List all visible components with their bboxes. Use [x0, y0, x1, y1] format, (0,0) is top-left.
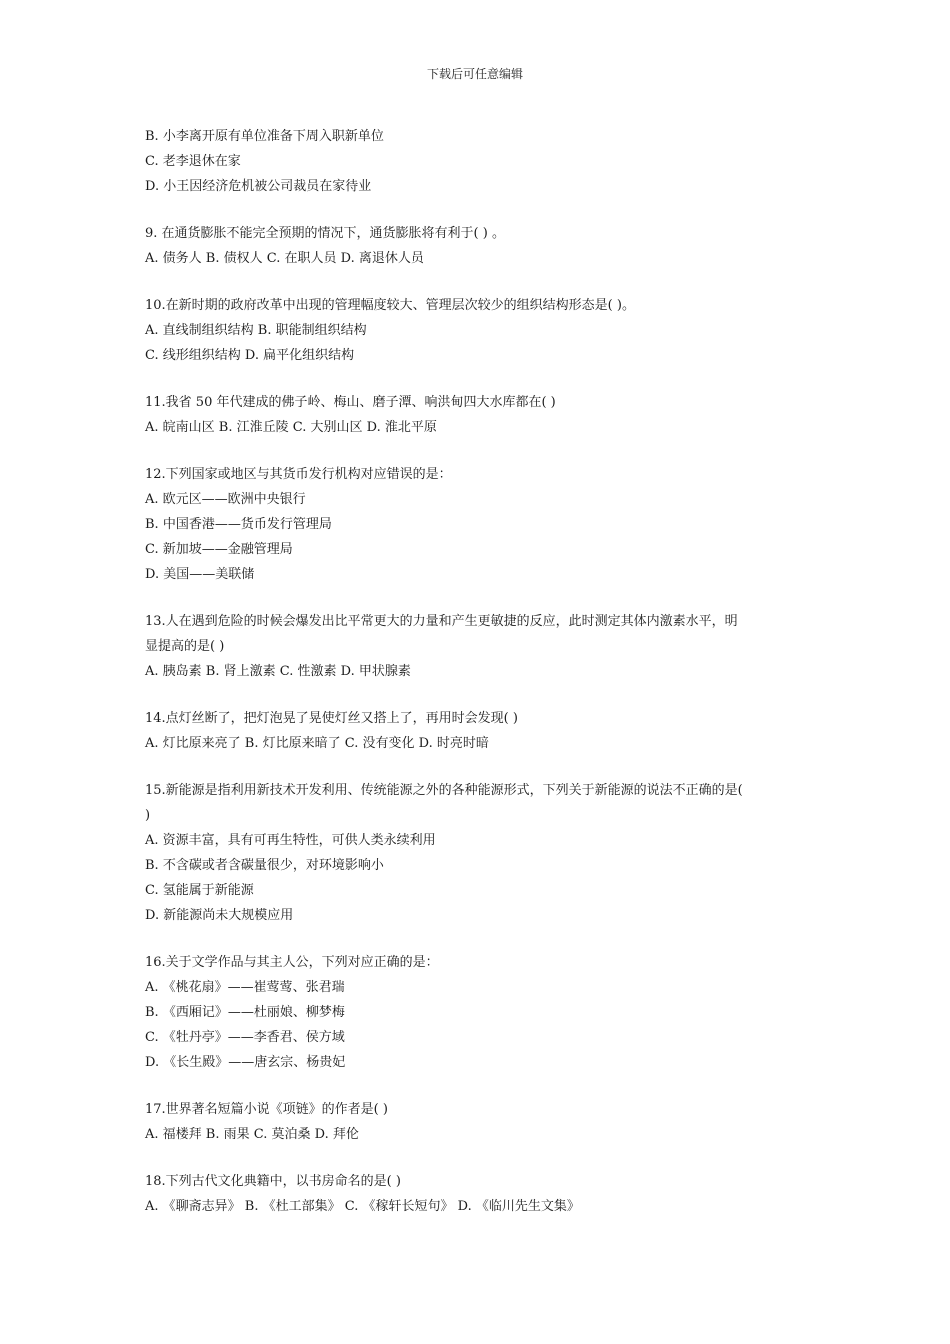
question-text: 16.关于文学作品与其主人公，下列对应正确的是： — [145, 955, 439, 970]
option-line: D. 《长生殿》——唐玄宗、杨贵妃 — [145, 1055, 346, 1070]
question-text: 13.人在遇到危险的时候会爆发出比平常更大的力量和产生更敏捷的反应，此时测定其体内激素水平，明 — [145, 614, 738, 629]
option-line: D. 美国——美联储 — [145, 567, 255, 582]
question-text: 14.点灯丝断了，把灯泡晃了晃使灯丝又搭上了，再用时会发现( ) — [145, 711, 518, 726]
option-line: C. 老李退休在家 — [145, 154, 241, 169]
question-text: 显提高的是( ) — [145, 639, 225, 654]
option-line: A. 《聊斋志异》 B. 《杜工部集》 C. 《稼轩长短句》 D. 《临川先生文集》 — [145, 1199, 580, 1214]
question-text: 18.下列古代文化典籍中，以书房命名的是( ) — [145, 1174, 401, 1189]
question-block — [145, 390, 810, 440]
option-line: A. 胰岛素 B. 肾上激素 C. 性激素 D. 甲状腺素 — [145, 664, 411, 679]
question-text: ) — [145, 808, 151, 823]
question-block — [145, 950, 810, 1075]
option-line: C. 氢能属于新能源 — [145, 883, 254, 898]
question-block — [145, 778, 810, 928]
question-text: 10.在新时期的政府改革中出现的管理幅度较大、管理层次较少的组织结构形态是( )。 — [145, 298, 635, 313]
option-line: B. 小李离开原有单位准备下周入职新单位 — [145, 129, 384, 144]
question-text: 17.世界著名短篇小说《项链》的作者是( ) — [145, 1102, 388, 1117]
option-line: A. 债务人 B. 债权人 C. 在职人员 D. 离退休人员 — [145, 251, 424, 266]
option-line: A. 福楼拜 B. 雨果 C. 莫泊桑 D. 拜伦 — [145, 1127, 359, 1142]
option-line: C. 线形组织结构 D. 扁平化组织结构 — [145, 348, 355, 363]
option-line: A. 灯比原来亮了 B. 灯比原来暗了 C. 没有变化 D. 时亮时暗 — [145, 736, 489, 751]
question-text: 12.下列国家或地区与其货币发行机构对应错误的是： — [145, 467, 452, 482]
option-line: A. 《桃花扇》——崔莺莺、张君瑞 — [145, 980, 345, 995]
question-block — [145, 124, 810, 199]
option-line: A. 欧元区——欧洲中央银行 — [145, 492, 306, 507]
option-line: D. 小王因经济危机被公司裁员在家待业 — [145, 179, 372, 194]
question-block — [145, 221, 810, 271]
option-line: B. 《西厢记》——杜丽娘、柳梦梅 — [145, 1005, 345, 1020]
option-line: C. 新加坡——金融管理局 — [145, 542, 293, 557]
question-block — [145, 609, 810, 684]
question-block — [145, 293, 810, 368]
question-text: 9. 在通货膨胀不能完全预期的情况下，通货膨胀将有利于( ) 。 — [145, 226, 505, 241]
page-header: 下载后可任意编辑 — [426, 67, 523, 81]
option-line: B. 不含碳或者含碳量很少，对环境影响小 — [145, 858, 384, 873]
option-line: A. 资源丰富，具有可再生特性，可供人类永续利用 — [145, 833, 436, 848]
question-block — [145, 462, 810, 587]
question-text: 15.新能源是指利用新技术开发利用、传统能源之外的各种能源形式，下列关于新能源的说法不正确的是( — [145, 783, 743, 798]
option-line: D. 新能源尚未大规模应用 — [145, 908, 294, 923]
question-block — [145, 1169, 810, 1219]
option-line: A. 直线制组织结构 B. 职能制组织结构 — [145, 323, 367, 338]
question-block — [145, 706, 810, 756]
question-text: 11.我省 50 年代建成的佛子岭、梅山、磨子潭、响洪甸四大水库都在( ) — [145, 395, 556, 410]
option-line: B. 中国香港——货币发行管理局 — [145, 517, 332, 532]
option-line: C. 《牡丹亭》——李香君、侯方域 — [145, 1030, 345, 1045]
question-block — [145, 1097, 810, 1147]
option-line: A. 皖南山区 B. 江淮丘陵 C. 大别山区 D. 淮北平原 — [145, 420, 437, 435]
document-body — [145, 124, 810, 1219]
